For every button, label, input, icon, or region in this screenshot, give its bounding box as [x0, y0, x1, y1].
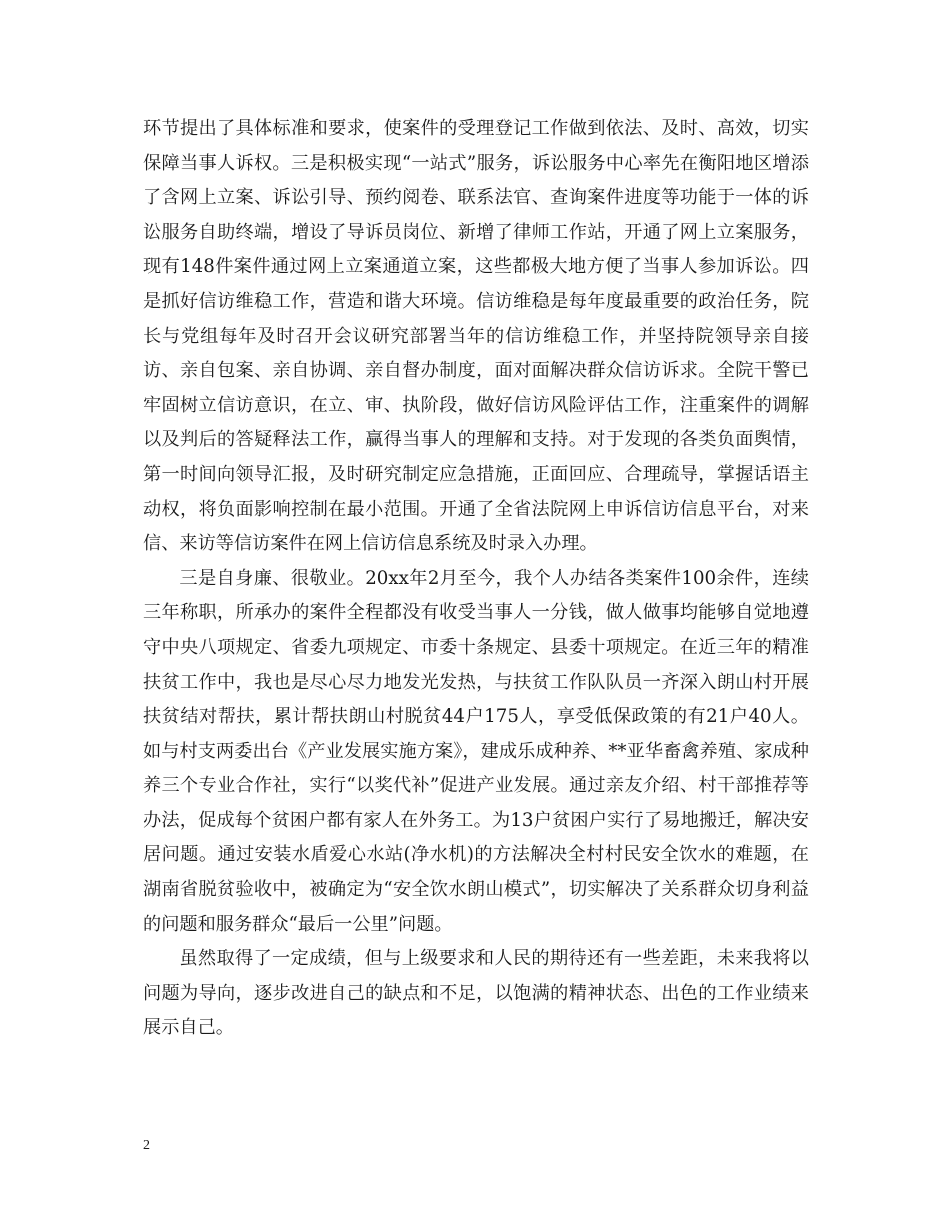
paragraph-continued: 环节提出了具体标准和要求，使案件的受理登记工作做到依法、及时、高效，切实保障当事人诉权。三是积极实现“一站式”服务，诉讼服务中心率先在衡阳地区增添了含网上立案、诉讼引导、预约阅卷、联系法官、查询案件进度等功能于一体的诉讼服务自助终端，增设了导诉员岗位、新增了律师工作站，开通了网上立案服务，现有148件案件通过网上立案通道立案，这些都极大地方便了当事人参加诉讼。四是抓好信访维稳工作，营造和谐大环境。信访维稳是每年度最重要的政治任务，院长与党组每年及时召开会议研究部署当年的信访维稳工作，并坚持院领导亲自接访、亲自包案、亲自协调、亲自督办制度，面对面解决群众信访诉求。全院干警已牢固树立信访意识，在立、审、执阶段，做好信访风险评估工作，注重案件的调解以及判后的答疑释法工作，赢得当事人的理解和支持。对于发现的各类负面舆情，第一时间向领导汇报，及时研究制定应急措施，正面回应、合理疏导，掌握话语主动权，将负面影响控制在最小范围。开通了全省法院网上申诉信访信息平台，对来信、来访等信访案件在网上信访信息系统及时录入办理。: [143, 118, 809, 555]
page-number: 2: [143, 1138, 150, 1153]
paragraph-self-discipline: 三是自身廉、很敬业。20xx年2月至今，我个人办结各类案件100余件，连续三年称职，所承办的案件全程都没有收受当事人一分钱，做人做事均能够自觉地遵守中央八项规定、省委九项规定、市委十条规定、县委十项规定。在近三年的精准扶贫工作中，我也是尽心尽力地发光发热，与扶贫工作队队员一齐深入朗山村开展扶贫结对帮扶，累计帮扶朗山村脱贫44户175人，享受低保政策的有21户40人。如与村支两委出台《产业发展实施方案》，建成乐成种养、**亚华畜禽养殖、家成种养三个专业合作社，实行“以奖代补”促进产业发展。通过亲友介绍、村干部推荐等办法，促成每个贫困户都有家人在外务工。为13户贫困户实行了易地搬迁，解决安居问题。通过安装水盾爱心水站(净水机)的方法解决全村村民安全饮水的难题，在湖南省脱贫验收中，被确定为“安全饮水朗山模式”，切实解决了关系群众切身利益的问题和服务群众“最后一公里”问题。: [143, 567, 809, 935]
body-text: [143, 112, 809, 1046]
paragraph-conclusion: 虽然取得了一定成绩，但与上级要求和人民的期待还有一些差距，未来我将以问题为导向，逐步改进自己的缺点和不足，以饱满的精神状态、出色的工作业绩来展示自己。: [143, 948, 809, 1039]
